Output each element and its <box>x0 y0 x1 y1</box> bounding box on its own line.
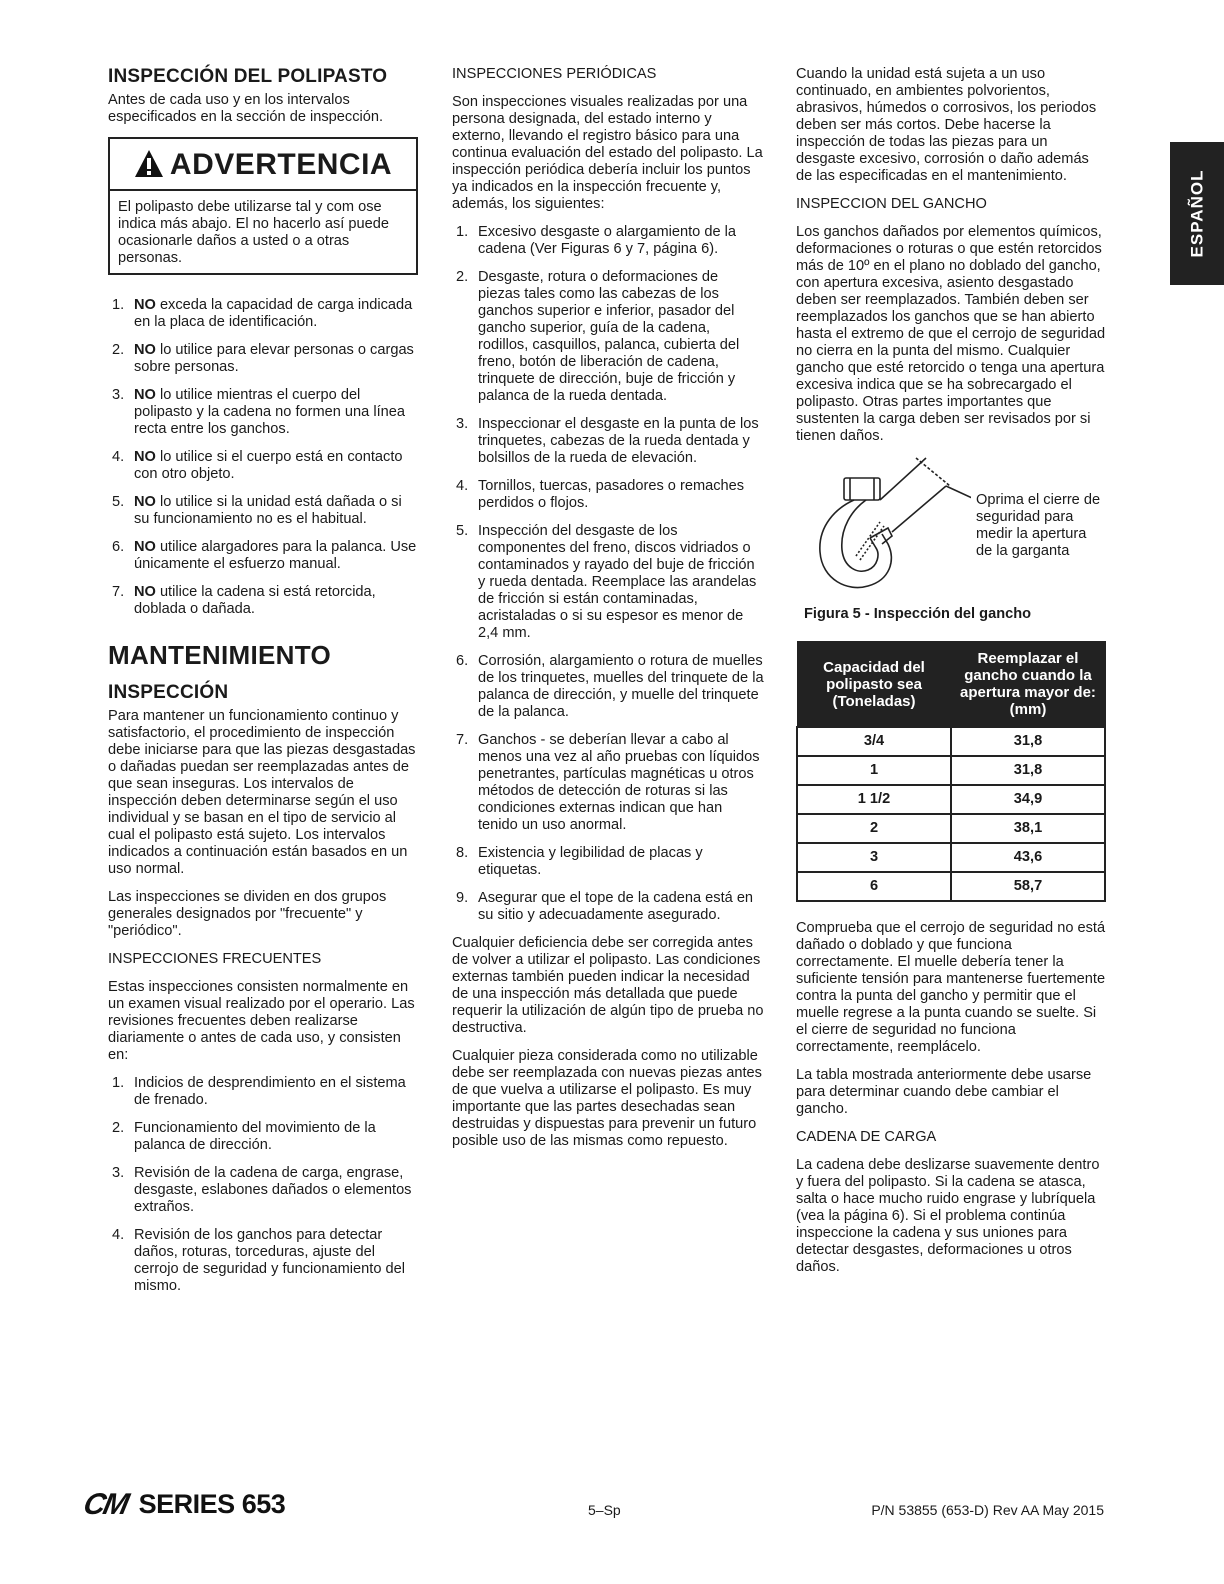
list-item: 7. Ganchos - se deberían llevar a cabo al menos una vez al año pruebas con líquidos penetrantes, partículas magnéticas u otros métodos de detección de roturas si las condiciones externas indican que han tenido un uso anormal. <box>456 732 760 833</box>
heading-maintenance: MANTENIMIENTO <box>108 640 331 670</box>
paragraph: Son inspecciones visuales realizadas por una persona designada, del estado interno y externo, llevando el registro básico para una continua evaluación del estado del polipasto. La inspección periódica debería incluir los puntos ya indicados en la inspección frecuente y, además, los siguientes: <box>452 94 763 212</box>
list-item: 4. Tornillos, tuercas, pasadores o remaches perdidos o flojos. <box>456 478 745 511</box>
list-item: 2. Funcionamiento del movimiento de la palanca de dirección. <box>112 1120 376 1153</box>
table-row: 1 31,8 <box>797 756 1105 785</box>
column-2 <box>452 66 764 1161</box>
paragraph: Estas inspecciones consisten normalmente en un examen visual realizado por el operario. Las revisiones frecuentes deben realizarse diariamente o antes de cada uso, y consisten en: <box>108 979 415 1063</box>
paragraph: Comprueba que el cerrojo de seguridad no está dañado o doblado y que funciona correctamente. El muelle debería tener la suficiente tensión para mantenerse fuertemente contra la punta del gancho y permitir que el muelle regrese a la punta cuando se suelte. Si el cierre de seguridad no funciona correctamente, reemplácelo. <box>796 920 1106 1055</box>
heading-hoist-inspection: INSPECCIÓN DEL POLIPASTO <box>108 66 388 87</box>
table-header: Reemplazar el gancho cuando la apertura mayor de: (mm) <box>951 642 1105 728</box>
table-row: 3/4 31,8 <box>797 727 1105 756</box>
list-item: 9. Asegurar que el tope de la cadena está en su sitio y adecuadamente asegurado. <box>456 890 754 923</box>
figure-caption: Figura 5 - Inspección del gancho <box>804 606 1032 622</box>
warning-body: El polipasto debe utilizarse tal y com ose indica más abajo. El no hacerlo así puede ocasionarle daños a usted o a otras personas. <box>118 199 389 266</box>
list-item: 2. Desgaste, rotura o deformaciones de piezas tales como las cabezas de los ganchos superior e inferior, pasador del gancho superior, guía de la cadena, rodillos, casquillos, palanca, cubierta del freno, botón de liberación de cadena, trinquete de dirección, buje de fricción y palanca de la rueda dentada. <box>456 269 740 404</box>
list-item: 1. NO exceda la capacidad de carga indicada en la placa de identificación. <box>112 297 413 330</box>
subheading-frequent: INSPECCIONES FRECUENTES <box>108 951 322 967</box>
warning-title: ADVERTENCIA <box>169 147 393 181</box>
list-item: 2. NO lo utilice para elevar personas o cargas sobre personas. <box>112 342 414 375</box>
column-1 <box>108 66 418 1306</box>
table-row: 3 43,6 <box>797 843 1105 872</box>
paragraph: Cualquier deficiencia debe ser corregida antes de volver a utilizar el polipasto. Las condiciones externas también pueden indicar la necesidad de una inspección más detallada que puede requerir la utilización de algún tipo de prueba no destructiva. <box>452 935 764 1036</box>
hook-illustration <box>796 456 971 606</box>
list-item: 6. NO utilice alargadores para la palanca. Use únicamente el esfuerzo manual. <box>112 539 417 572</box>
paragraph: La tabla mostrada anteriormente debe usarse para determinar cuando debe cambiar el gancho. <box>796 1067 1092 1117</box>
list-item: 6. Corrosión, alargamiento o rotura de muelles de los trinquetes, muelles del trinquete de la palanca de dirección, y muelle del trinquete de la palanca. <box>456 653 764 720</box>
list-item: 8. Existencia y legibilidad de placas y etiquetas. <box>456 845 703 878</box>
list-item: 3. Revisión de la cadena de carga, engrase, desgaste, eslabones dañados o elementos extraños. <box>112 1165 412 1215</box>
subheading-chain: CADENA DE CARGA <box>796 1129 937 1145</box>
hook-figure <box>796 456 1108 606</box>
heading-inspection: INSPECCIÓN <box>108 682 229 703</box>
subheading-periodic: INSPECCIONES PERIÓDICAS <box>452 66 657 82</box>
list-item: 4. NO lo utilice si el cuerpo está en contacto con otro objeto. <box>112 449 403 482</box>
hook-table <box>796 641 1106 902</box>
warning-triangle-icon <box>134 149 164 179</box>
list-item: 4. Revisión de los ganchos para detectar daños, roturas, torceduras, ajuste del cerrojo de seguridad y funcionamiento del mismo. <box>112 1227 405 1294</box>
list-item: 5. NO lo utilice si la unidad está dañada o si su funcionamiento no es el habitual. <box>112 494 402 527</box>
subheading-hook: INSPECCION DEL GANCHO <box>796 196 987 212</box>
paragraph: La cadena debe deslizarse suavemente dentro y fuera del polipasto. Si la cadena se atasca, salta o hace mucho ruido engrase y lubríquela (vea la página 6). Si el problema continúa inspeccione la cadena y sus uniones para detectar desgastes, deformaciones u otros daños. <box>796 1157 1100 1275</box>
frequent-list <box>108 1075 418 1295</box>
column-3 <box>796 66 1108 1287</box>
list-item: 5. Inspección del desgaste de los componentes del freno, discos vidriados o contaminados y rayado del buje de fricción y rueda dentada. Reemplace las arandelas de fricción si están contaminadas, acristaladas o si su espesor es menor de 2,4 mm. <box>456 523 757 641</box>
language-tab-label: ESPAÑOL <box>1187 169 1207 258</box>
table-row: 1 1/2 34,9 <box>797 785 1105 814</box>
paragraph: Las inspecciones se dividen en dos grupos generales designados por "frecuente" y "periódico". <box>108 889 387 939</box>
intro-text: Antes de cada uso y en los intervalos especificados en la sección de inspección. <box>108 92 384 125</box>
language-tab <box>1170 142 1224 285</box>
logo-cm: CM <box>80 1488 131 1521</box>
brand-logo <box>80 1488 286 1521</box>
no-list <box>108 297 418 618</box>
list-item: 3. NO lo utilice mientras el cuerpo del polipasto y la cadena no formen una línea recta entre los ganchos. <box>112 387 405 437</box>
paragraph: Cuando la unidad está sujeta a un uso continuado, en ambientes polvorientos, abrasivos, húmedos o corrosivos, los periodos deben ser más cortos. Debe hacerse la inspección de todas las piezas para un desgaste excesivo, corrosión o daño además de las especificadas en el mantenimiento. <box>796 66 1097 184</box>
periodic-list <box>452 224 764 924</box>
warning-header <box>110 139 416 191</box>
paragraph: Cualquier pieza considerada como no utilizable debe ser reemplazada con nuevas piezas antes de que vuelva a utilizarse el polipasto. Es muy importante que las partes desechadas sean destruidas y dispuestas para prevenir un futuro posible uso de las mismas como repuesto. <box>452 1048 762 1149</box>
logo-series: SERIES 653 <box>138 1489 286 1519</box>
paragraph: Para mantener un funcionamiento continuo y satisfactorio, el procedimiento de inspección debe iniciarse para que las piezas desgastadas o dañadas puedan ser reemplazadas antes de que sean inseguras. Los intervalos de inspección deben determinarse según el uso individual y se basan en el tipo de servicio al cual el polipasto está sujeto. Los intervalos indicados a continuación están basados en un uso normal. <box>108 708 416 877</box>
footer <box>0 1488 1224 1526</box>
table-header: Capacidad del polipasto sea (Toneladas) <box>797 642 951 728</box>
list-item: 3. Inspeccionar el desgaste en la punta de los trinquetes, cabezas de la rueda dentada y bolsillos de la rueda de elevación. <box>456 416 759 466</box>
warning-box <box>108 137 418 275</box>
figure-note: Oprima el cierre de seguridad para medir la apertura de la garganta <box>976 492 1101 559</box>
page-number: 5–Sp <box>588 1502 621 1518</box>
list-item: 1. Excesivo desgaste o alargamiento de la cadena (Ver Figuras 6 y 7, página 6). <box>456 224 736 257</box>
list-item: 7. NO utilice la cadena si está retorcida, doblada o dañada. <box>112 584 376 617</box>
paragraph: Los ganchos dañados por elementos químicos, deformaciones o roturas o que estén retorcidos más de 10º en el plano no doblado del gancho, con apertura excesiva, asiento desgastado deben ser reemplazados. También deben ser reemplazados los ganchos que se han abierto hasta el extremo de que el cerrojo de seguridad no cierra en la punta del mismo. Cualquier gancho que esté retorcido o tenga una apertura excesiva indica que se ha sobrecargado el polipasto. Otras partes importantes que sustenten la carga deben ser revisados por si tienen daños. <box>796 224 1106 444</box>
table-row: 6 58,7 <box>797 872 1105 901</box>
table-row: 2 38,1 <box>797 814 1105 843</box>
list-item: 1. Indicios de desprendimiento en el sistema de frenado. <box>112 1075 406 1108</box>
part-number: P/N 53855 (653-D) Rev AA May 2015 <box>871 1502 1104 1518</box>
